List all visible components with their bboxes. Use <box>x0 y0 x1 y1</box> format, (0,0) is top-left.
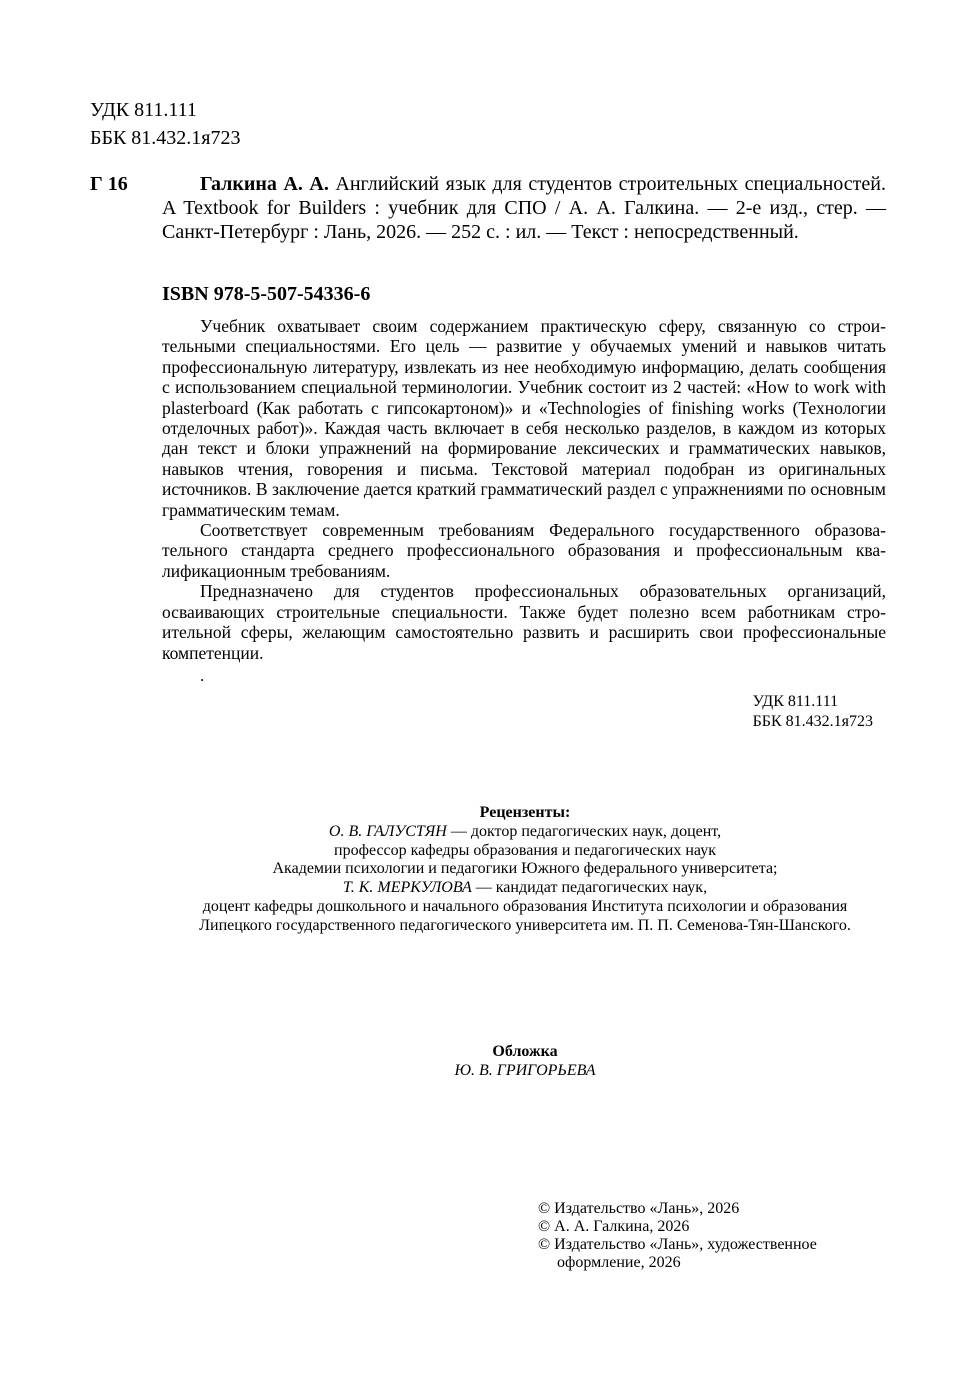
author-mark: Г 16 <box>90 173 128 195</box>
stray-dot: . <box>200 666 205 685</box>
cover-designer-name: Ю. В. ГРИГОРЬЕВА <box>454 1062 596 1079</box>
bibliographic-description: Английский язык для студентов строительных специальностей. A Textbook for Builders : учебник для СПО / А. А. Галкина. — 2-е изд., стер. — Санкт-Петербург : Лань, 2026. — 252 с. : ил. — Текст : непосредственный. <box>162 173 886 243</box>
reviewers-heading: Рецензенты: <box>479 804 571 821</box>
reviewer-1-affiliation: Академии психологии и педагогики Южного федерального университета; <box>272 860 778 878</box>
bbk-code: ББК 81.432.1я723 <box>90 127 241 149</box>
copyright-line: © Издательство «Лань», художественное <box>538 1236 817 1253</box>
annotation-paragraph: Соответствует современным требованиям Федерального государственного образовательного стандарта среднего профессионального образования и профессиональным квалификационным требованиям. <box>162 520 886 581</box>
classification-codes-top <box>90 96 241 152</box>
copyright-line: оформление, 2026 <box>557 1254 681 1271</box>
annotation <box>162 316 886 663</box>
reviewer-2-name: Т. К. МЕРКУЛОВА <box>342 879 472 897</box>
udk-code: УДК 811.111 <box>90 99 197 121</box>
copyright-line: © Издательство «Лань», 2026 <box>538 1200 740 1217</box>
cover-credit <box>300 1042 750 1080</box>
udk-code: УДК 811.111 <box>752 693 839 710</box>
reviewer-2-title: — кандидат педагогических наук, <box>471 879 708 897</box>
classification-codes-bottom <box>753 692 873 732</box>
reviewer-2-position: доцент кафедры дошкольного и начального образования Института психологии и образования <box>202 897 848 915</box>
cover-heading: Обложка <box>492 1043 558 1060</box>
bibliographic-record <box>162 172 886 244</box>
bbk-code: ББК 81.432.1я723 <box>752 713 873 730</box>
annotation-paragraph: Предназначено для студентов профессиональных образовательных организаций, осваивающих строительные специальности. Также будет полезно всем работникам строительной сферы, желающим самостоятельно развить и расширить свои профессиональные компетенции. <box>162 581 886 663</box>
reviewer-2-affiliation: Липецкого государственного педагогического университета им. П. П. Семенова-Тян-Шанского. <box>199 916 851 934</box>
reviewer-1-position: профессор кафедры образования и педагогических наук <box>334 841 716 859</box>
reviewer-2-line <box>100 879 950 898</box>
reviewer-1-line <box>100 823 950 842</box>
copyright-block <box>538 1200 817 1272</box>
reviewer-1-title: — доктор педагогических наук, доцент, <box>446 822 722 840</box>
reviewers-block <box>100 804 950 936</box>
annotation-paragraph: Учебник охватывает своим содержанием практическую сферу, связанную со строительными специальностями. Его цель — развитие у обучаемых умений и навыков читать профессиональную литературу, извлекать из нее необходимую информацию, делать сообщения с использованием специальной терминологии. Учебник состоит из 2 частей: «How to work with plasterboard (Как работать с гипсокартоном)» и «Technologies of finishing works (Технологии отделочных работ)». Каждая часть включает в себя несколько разделов, в каждом из которых дан текст и блоки упражнений на формирование лексических и грамматических навыков, навыков чтения, говорения и письма. Текстовой материал подобран из оригинальных источников. В заключение дается краткий грамматический раздел с упражнениями по основным грамматическим темам. <box>162 316 886 520</box>
copyright-line: © А. А. Галкина, 2026 <box>538 1218 690 1235</box>
reviewer-1-name: О. В. ГАЛУСТЯН <box>328 822 447 840</box>
isbn: ISBN 978-5-507-54336-6 <box>162 283 371 305</box>
author-name: Галкина А. А. <box>200 173 329 195</box>
